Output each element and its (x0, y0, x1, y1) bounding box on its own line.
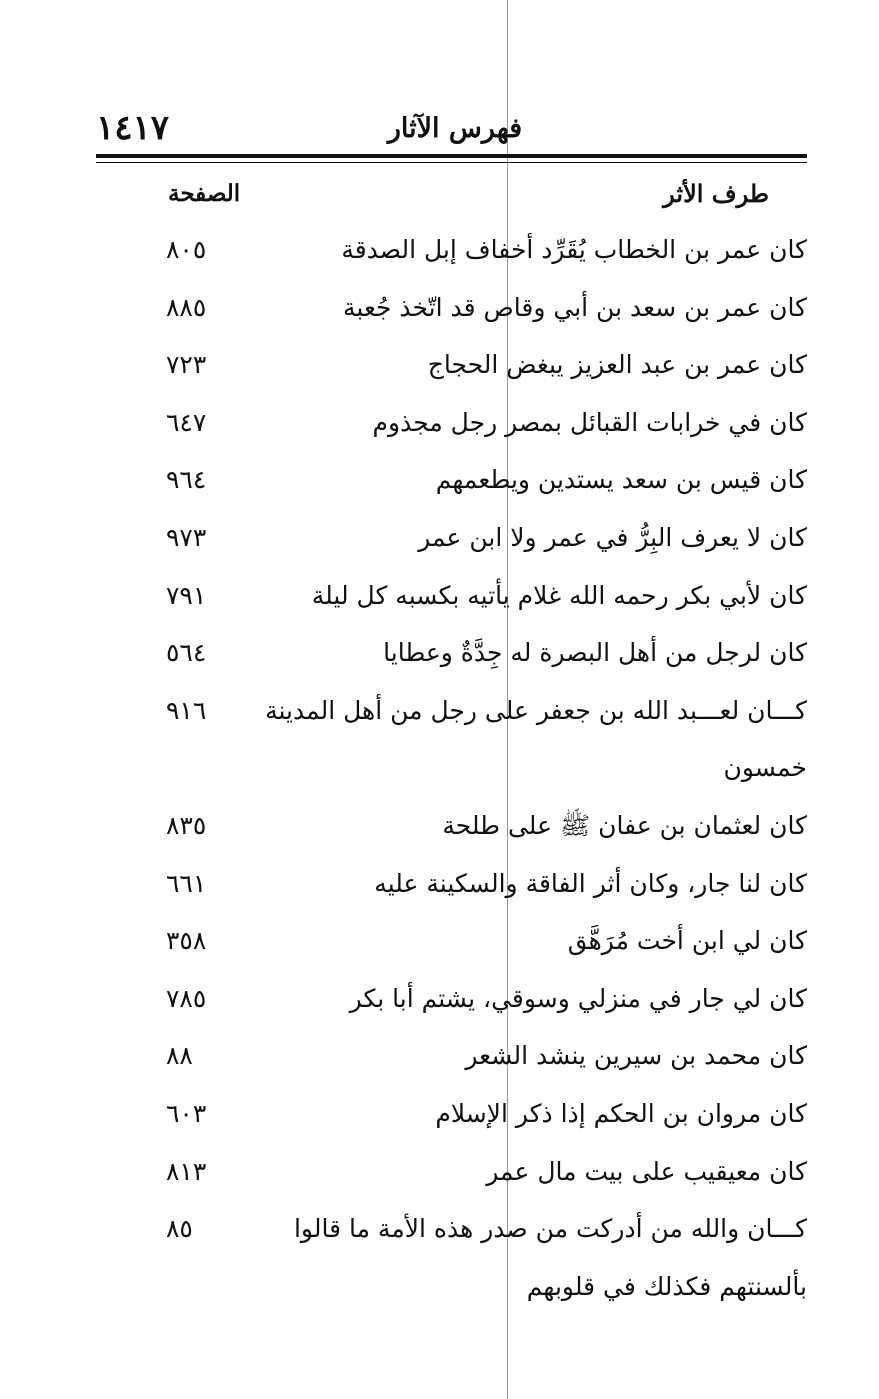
entry-page: ٨٨٥ (166, 292, 207, 322)
entry-page: ٦٤٧ (166, 407, 207, 437)
entry-page: ٨١٣ (166, 1156, 207, 1186)
index-row (96, 683, 807, 741)
entry-text: كـــان والله من أدركت من صدر هذه الأمة ما قالوا (293, 1214, 807, 1244)
index-row (96, 1144, 807, 1202)
entry-page: ٨٥ (166, 1214, 193, 1244)
entry-text: كان لرجل من أهل البصرة له جِدَّةٌ وعطايا (383, 638, 807, 668)
entry-text: كان قيس بن سعد يستدين ويطعمهم (435, 465, 807, 495)
index-row (96, 1086, 807, 1144)
entry-page: ٥٦٤ (166, 638, 207, 668)
entry-page: ٣٥٨ (166, 926, 207, 956)
column-heading-page: الصفحة (168, 180, 241, 207)
entry-text: كان لي جار في منزلي وسوقي، يشتم أبا بكر (349, 983, 807, 1013)
index-entries (96, 222, 807, 1316)
entry-page: ٦٦١ (166, 868, 207, 898)
index-row (96, 971, 807, 1029)
index-row (96, 1028, 807, 1086)
index-row (96, 625, 807, 683)
entry-text: كان لأبي بكر رحمه الله غلام يأتيه بكسبه كل ليلة (311, 580, 807, 610)
index-row-continuation (96, 1259, 807, 1317)
index-row (96, 1201, 807, 1259)
entry-text: كان لعثمان بن عفان ﷺ على طلحة (442, 810, 807, 840)
entry-text: كان لنا جار، وكان أثر الفاقة والسكينة عليه (374, 868, 807, 898)
entry-page: ٩١٦ (166, 695, 207, 725)
entry-text: كان عمر بن عبد العزيز يبغض الحجاج (427, 350, 807, 380)
entry-text: كان عمر بن الخطاب يُقَرِّد أخفاف إبل الصدقة (341, 235, 807, 264)
entry-text: كان عمر بن سعد بن أبي وقاص قد اتّخذ جُعبة (343, 292, 807, 322)
entry-text: كان لي ابن أخت مُرَهَّق (567, 926, 807, 956)
entry-text: كان محمد بن سيرين ينشد الشعر (465, 1041, 807, 1071)
entry-page: ٧٩١ (166, 580, 207, 610)
index-row (96, 510, 807, 568)
index-row (96, 568, 807, 626)
index-row (96, 222, 807, 280)
header-rule-thick (96, 154, 807, 158)
index-row (96, 798, 807, 856)
entry-page: ٩٦٤ (166, 465, 207, 495)
entry-text: كان معيقيب على بيت مال عمر (486, 1156, 807, 1186)
index-row (96, 337, 807, 395)
entry-text: بألسنتهم فكذلك في قلوبهم (526, 1271, 807, 1301)
running-title: فهرس الآثار (387, 113, 523, 144)
index-row (96, 280, 807, 338)
entry-page: ٨٣٥ (166, 810, 207, 840)
entry-page: ٧٨٥ (166, 983, 207, 1013)
entry-text: كـــان لعـــبد الله بن جعفر على رجل من أهل المدينة (265, 695, 807, 725)
entry-text: كان مروان بن الحكم إذا ذكر الإسلام (435, 1098, 807, 1128)
page-number: ١٤١٧ (96, 108, 170, 148)
entry-text: خمسون (723, 753, 807, 783)
index-row (96, 913, 807, 971)
entry-page: ٨٠٥ (166, 235, 207, 264)
entry-page: ٧٢٣ (166, 350, 207, 380)
entry-page: ٨٨ (166, 1041, 193, 1071)
index-row (96, 856, 807, 914)
index-row-continuation (96, 740, 807, 798)
entry-text: كان في خرابات القبائل بمصر رجل مجذوم (372, 407, 807, 437)
entry-page: ٦٠٣ (166, 1098, 207, 1128)
index-row (96, 452, 807, 510)
column-heading-entry: طرف الأثر (663, 179, 769, 208)
index-row (96, 395, 807, 453)
entry-page: ٩٧٣ (166, 522, 207, 552)
header-rule-thin (96, 162, 807, 163)
entry-text: كان لا يعرف البِرُّ في عمر ولا ابن عمر (418, 522, 807, 552)
